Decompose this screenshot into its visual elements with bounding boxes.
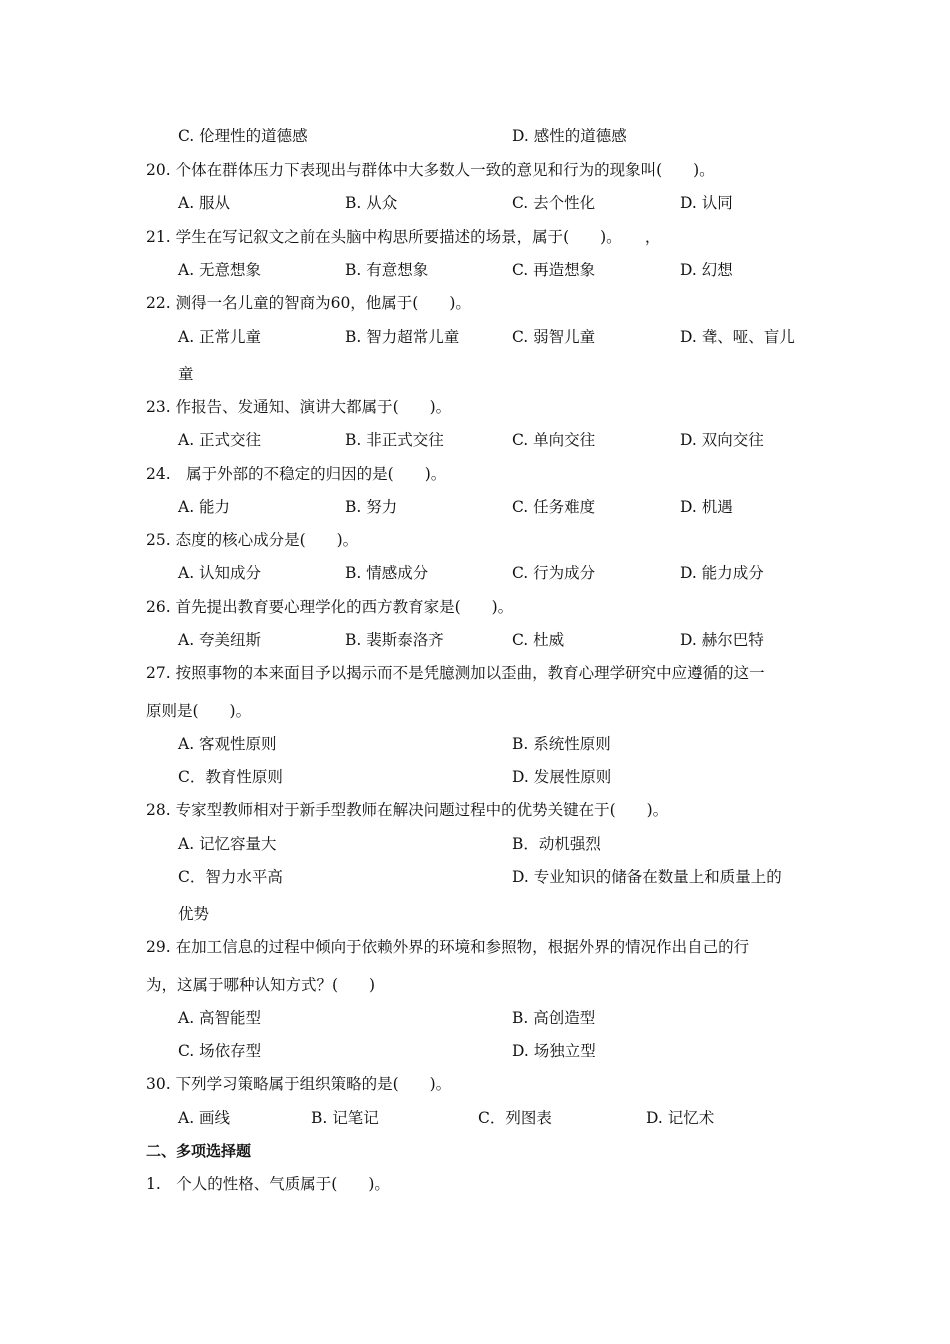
option-a: A. 夸美纽斯: [178, 631, 262, 649]
option-c: C. 单向交往: [512, 431, 596, 449]
option-a: A. 画线: [178, 1109, 231, 1127]
question-26: 26. 首先提出教育要心理学化的西方教育家是( )。: [146, 598, 514, 616]
question-27-continuation: 原则是( )。: [146, 702, 252, 720]
option-b: B. 从众: [345, 194, 398, 212]
option-c: C. 弱智儿童: [512, 328, 596, 346]
option-d: D. 能力成分: [680, 564, 764, 582]
option-c: C. 场依存型: [178, 1042, 262, 1060]
option-d: D. 记忆术: [646, 1109, 715, 1127]
option-b: B. 非正式交往: [345, 431, 444, 449]
option-d: D. 场独立型: [512, 1042, 596, 1060]
option-d: D. 感性的道德感: [512, 127, 627, 145]
option-c: C．智力水平高: [178, 868, 283, 886]
option-b: B. 努力: [345, 498, 398, 516]
option-d: D. 幻想: [680, 261, 733, 279]
option-c: C. 杜威: [512, 631, 565, 649]
question-28: 28. 专家型教师相对于新手型教师在解决问题过程中的优势关键在于( )。: [146, 801, 669, 819]
question-30: 30. 下列学习策略属于组织策略的是( )。: [146, 1075, 452, 1093]
option-a: A. 服从: [178, 194, 231, 212]
option-b: B. 裴斯泰洛齐: [345, 631, 444, 649]
option-b: B. 记笔记: [311, 1109, 379, 1127]
option-d: D. 双向交往: [680, 431, 764, 449]
option-d: D. 发展性原则: [512, 768, 612, 786]
option-c: C．列图表: [478, 1109, 552, 1127]
section-heading: 二、多项选择题: [146, 1142, 252, 1160]
option-b: B. 有意想象: [345, 261, 429, 279]
option-a: A. 正常儿童: [178, 328, 262, 346]
option-c: C. 再造想象: [512, 261, 596, 279]
option-b: B. 系统性原则: [512, 735, 611, 753]
option-a: A. 客观性原则: [178, 735, 277, 753]
option-a: A. 无意想象: [178, 261, 262, 279]
option-b: B．动机强烈: [512, 835, 601, 853]
option-d: D. 机遇: [680, 498, 733, 516]
option-b: B. 高创造型: [512, 1009, 596, 1027]
option-a: A. 能力: [178, 498, 231, 516]
question-25: 25. 态度的核心成分是( )。: [146, 531, 359, 549]
option-d: D. 赫尔巴特: [680, 631, 764, 649]
option-d: D. 认同: [680, 194, 733, 212]
option-b: B. 情感成分: [345, 564, 429, 582]
question-20: 20. 个体在群体压力下表现出与群体中大多数人一致的意见和行为的现象叫( )。: [146, 161, 715, 179]
question-23: 23. 作报告、发通知、演讲大都属于( )。: [146, 398, 452, 416]
option-a: A. 高智能型: [178, 1009, 262, 1027]
question-29: 29. 在加工信息的过程中倾向于依赖外界的环境和参照物，根据外界的情况作出自己的行: [146, 938, 750, 956]
question-21: 21. 学生在写记叙文之前在头脑中构思所要描述的场景，属于( )。 ，: [146, 228, 661, 246]
option-a: A. 记忆容量大: [178, 835, 277, 853]
option-a: A. 认知成分: [178, 564, 262, 582]
option-c: C. 去个性化: [512, 194, 596, 212]
option-c: C．教育性原则: [178, 768, 283, 786]
option-d: D. 聋、哑、盲儿: [680, 328, 795, 346]
option-d: D. 专业知识的储备在数量上和质量上的: [512, 868, 782, 886]
option-b: B. 智力超常儿童: [345, 328, 460, 346]
multi-question-1: 1. 个人的性格、气质属于( )。: [146, 1175, 390, 1193]
option-a: A. 正式交往: [178, 431, 262, 449]
question-22: 22. 测得一名儿童的智商为60，他属于( )。: [146, 294, 471, 312]
option-c: C. 伦理性的道德感: [178, 127, 308, 145]
option-d-continuation: 童: [178, 365, 194, 383]
question-24: 24. 属于外部的不稳定的归因的是( )。: [146, 465, 447, 483]
option-c: C. 任务难度: [512, 498, 596, 516]
question-27: 27. 按照事物的本来面目予以揭示而不是凭臆测加以歪曲，教育心理学研究中应遵循的这一: [146, 664, 765, 682]
option-c: C. 行为成分: [512, 564, 596, 582]
question-29-continuation: 为，这属于哪种认知方式？( ): [146, 976, 376, 994]
option-d-continuation: 优势: [178, 905, 210, 923]
